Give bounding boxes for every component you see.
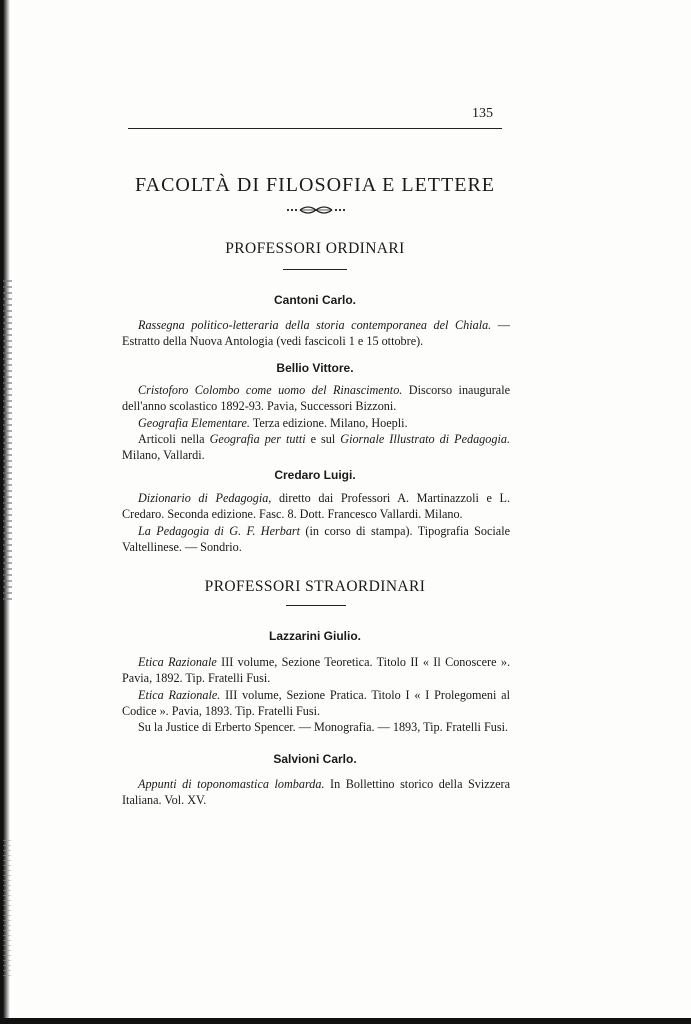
- publication-list: [122, 776, 510, 809]
- page-bottom-edge: [0, 1018, 691, 1024]
- publication-entry: Rassegna politico-letteraria della storia contemporanea del Chiala. — Estratto della Nuova Antologia (vedi fascicoli 1 e 15 ottobre).: [122, 318, 510, 349]
- author-heading: Lazzarini Giulio.: [268, 629, 361, 643]
- publication-entry: Articoli nella Geografia per tutti e sul Giornale Illustrato di Pedagogia. Milano, Vallardi.: [122, 431, 510, 463]
- publication-entry: Geografia Elementare. Terza edizione. Milano, Hoepli.: [138, 415, 408, 430]
- header-rule: [128, 128, 502, 129]
- publication-list: [122, 654, 510, 735]
- publication-list: [122, 490, 510, 555]
- publication-entry: Etica Razionale III volume, Sezione Teoretica. Titolo II « Il Conoscere ». Pavia, 1892. Tip. Fratelli Fusi.: [122, 655, 510, 686]
- section-rule: [286, 605, 346, 606]
- publication-entry: Dizionario di Pedagogia, diretto dai Professori A. Martinazzoli e L. Credaro. Seconda edizione. Fasc. 8. Dott. Francesco Vallardi. Milano.: [122, 491, 511, 522]
- publication-entry: La Pedagogia di G. F. Herbart (in corso di stampa). Tipografia Sociale Valtellinese. — Sondrio.: [122, 523, 510, 554]
- author-heading: Credaro Luigi.: [274, 468, 356, 482]
- author-heading: Salvioni Carlo.: [273, 752, 357, 766]
- page-number: 135: [472, 106, 493, 121]
- section-heading-straordinari: PROFESSORI STRAORDINARI: [204, 578, 426, 595]
- author-heading: Bellio Vittore.: [276, 361, 354, 375]
- section-heading-ordinari: PROFESSORI ORDINARI: [225, 240, 405, 257]
- ornament-divider-icon: [285, 201, 347, 219]
- publication-entry: Su la Justice di Erberto Spencer. — Monografia. — 1893, Tip. Fratelli Fusi.: [138, 720, 508, 735]
- publication-entry: Cristoforo Colombo come uomo del Rinascimento. Discorso inaugurale dell'anno scolastico 1892-93. Pavia, Successori Bizzoni.: [122, 383, 510, 414]
- binding-stitch-marks-lower: [3, 840, 11, 980]
- publication-entry: Etica Razionale. III volume, Sezione Pratica. Titolo I « I Prolegomeni al Codice ». Pavia, 1893. Tip. Fratelli Fusi.: [122, 687, 510, 718]
- author-heading: Cantoni Carlo.: [273, 293, 356, 307]
- publication-list: [122, 382, 510, 463]
- publication-list: [122, 317, 510, 350]
- page-title: FACOLTÀ DI FILOSOFIA E LETTERE: [135, 174, 495, 196]
- section-rule: [283, 269, 347, 270]
- binding-stitch-marks: [3, 280, 12, 600]
- publication-entry: Appunti di toponomastica lombarda. In Bollettino storico della Svizzera Italiana. Vol. XV.: [122, 777, 510, 808]
